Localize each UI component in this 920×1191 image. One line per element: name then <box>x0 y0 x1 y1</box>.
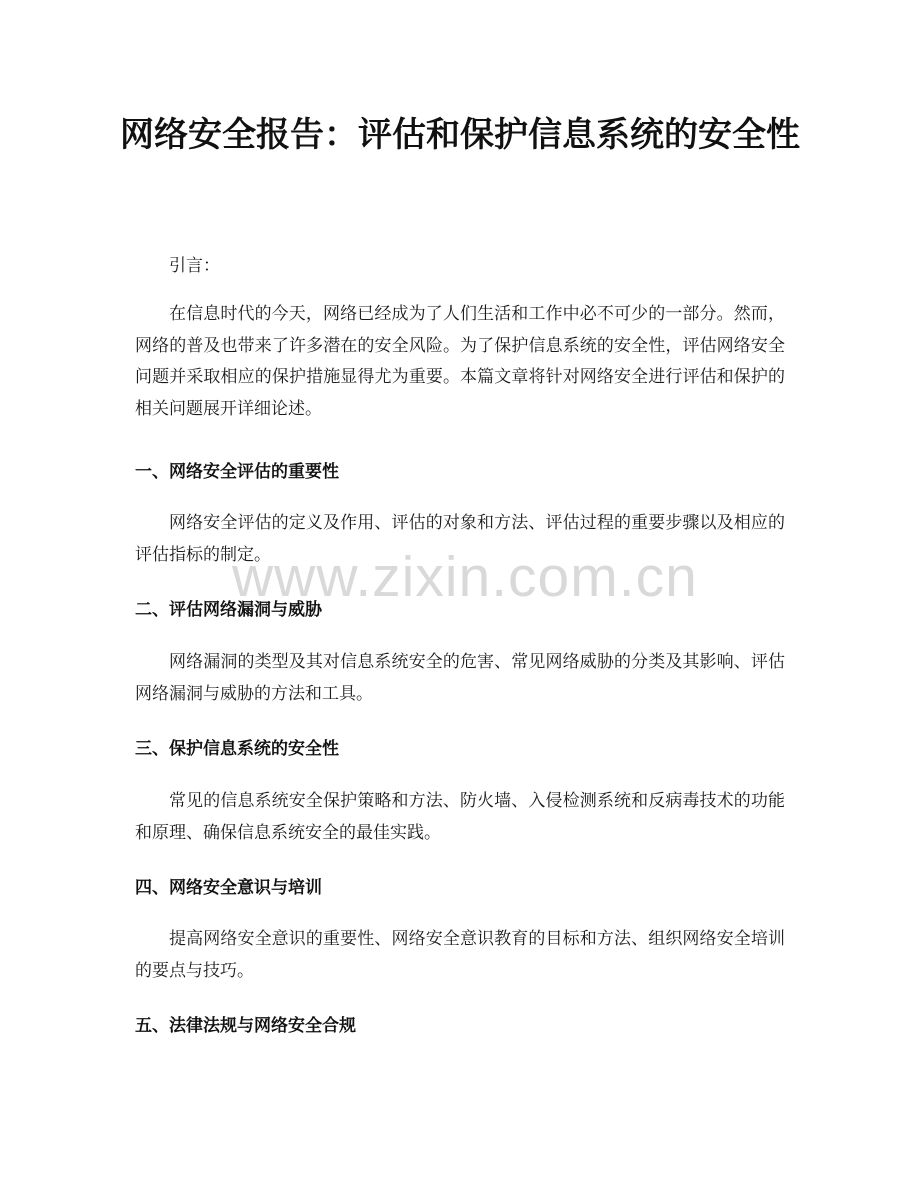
intro-paragraph: 在信息时代的今天，网络已经成为了人们生活和工作中必不可少的一部分。然而，网络的普及也带来了许多潜在的安全风险。为了保护信息系统的安全性，评估网络安全问题并采取相应的保护措施显得尤为重要。本篇文章将针对网络安全进行评估和保护的相关问题展开详细论述。 <box>135 304 785 419</box>
section-4-body: 提高网络安全意识的重要性、网络安全意识教育的目标和方法、组织网络安全培训的要点与技巧。 <box>135 929 785 981</box>
section-5-heading: 五、法律法规与网络安全合规 <box>135 1016 356 1036</box>
watermark: www.zixin.com.cn <box>232 545 698 609</box>
intro-label: 引言： <box>169 256 220 276</box>
section-1-heading: 一、网络安全评估的重要性 <box>135 462 339 482</box>
section-3-body: 常见的信息系统安全保护策略和方法、防火墙、入侵检测系统和反病毒技术的功能和原理、确保信息系统安全的最佳实践。 <box>135 791 785 843</box>
section-4-heading: 四、网络安全意识与培训 <box>135 878 322 898</box>
document-title: 网络安全报告：评估和保护信息系统的安全性 <box>120 115 800 155</box>
section-1-body: 网络安全评估的定义及作用、评估的对象和方法、评估过程的重要步骤以及相应的评估指标的制定。 <box>135 513 785 565</box>
section-2-heading: 二、评估网络漏洞与威胁 <box>135 600 322 620</box>
section-3-heading: 三、保护信息系统的安全性 <box>135 739 339 759</box>
section-2-body: 网络漏洞的类型及其对信息系统安全的危害、常见网络威胁的分类及其影响、评估网络漏洞与威胁的方法和工具。 <box>135 652 785 704</box>
